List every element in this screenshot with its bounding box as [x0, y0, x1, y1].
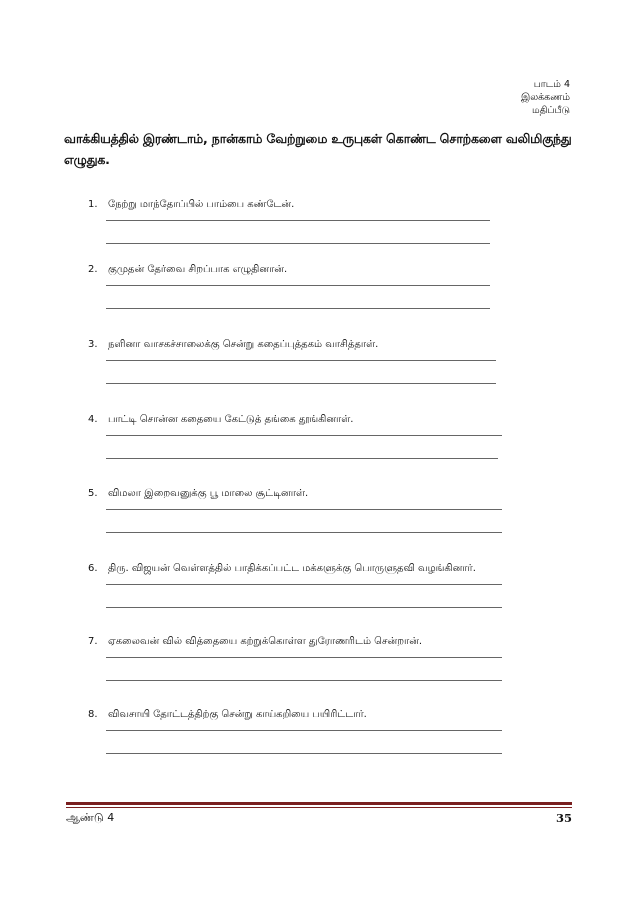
question-text: நளினா வாசகச்சாலைக்கு சென்று கதைப்புத்தகம் வாசித்தாள். — [108, 339, 379, 350]
footer-rule-thin — [66, 807, 572, 808]
question-text: திரு. விஜயன் வெள்ளத்தில் பாதிக்கப்பட்ட மக்களுக்கு பொருளுதவி வழங்கினார். — [108, 563, 476, 574]
question-text: விமலா இறைவனுக்கு பூ மாலை சூட்டினாள். — [108, 488, 309, 499]
question-number: 5. — [88, 488, 98, 499]
question-text: குமுதன் தேர்வை சிறப்பாக எழுதினான். — [108, 264, 288, 275]
answer-line — [106, 458, 498, 459]
answer-line — [106, 730, 502, 731]
question-text: ஏகலைவன் வில் வித்தையை கற்றுக்கொள்ள துரோணரிடம் சென்றான். — [108, 636, 423, 647]
lesson-subject: இலக்கணம் — [520, 92, 570, 103]
question-number: 1. — [88, 199, 98, 210]
answer-line — [106, 607, 502, 608]
question-number: 4. — [88, 414, 98, 425]
answer-line — [106, 435, 502, 436]
lesson-section: மதிப்பீடு — [531, 105, 570, 116]
question-number: 8. — [88, 709, 98, 720]
footer-rule — [66, 802, 572, 805]
question-text: விவசாயி தோட்டத்திற்கு சென்று காய்கறியை பயிரிட்டார். — [108, 709, 367, 720]
answer-line — [106, 584, 502, 585]
question-item — [88, 198, 508, 212]
question-item — [88, 708, 508, 722]
answer-line — [106, 753, 502, 754]
question-item — [88, 338, 508, 352]
answer-line — [106, 220, 490, 221]
question-item — [88, 562, 508, 576]
question-text: பாட்டி சொன்ன கதையை கேட்டுத் தங்கை தூங்கினாள். — [108, 414, 354, 425]
footer-year: ஆண்டு 4 — [66, 811, 115, 824]
question-item — [88, 635, 508, 649]
answer-line — [106, 308, 490, 309]
page-number: 35 — [555, 811, 572, 825]
answer-line — [106, 243, 490, 244]
question-item — [88, 487, 508, 501]
lesson-number: பாடம் 4 — [533, 79, 570, 90]
answer-line — [106, 285, 490, 286]
question-number: 6. — [88, 563, 98, 574]
lesson-header — [521, 78, 570, 117]
answer-line — [106, 657, 502, 658]
instruction-title: வாக்கியத்தில் இரண்டாம், நான்காம் வேற்றுமை உருபுகள் கொண்ட சொற்களை வலிமிகுந்து எழுதுக. — [64, 131, 572, 167]
answer-line — [106, 509, 502, 510]
question-number: 2. — [88, 264, 98, 275]
question-item — [88, 263, 508, 277]
question-number: 7. — [88, 636, 98, 647]
answer-line — [106, 532, 502, 533]
question-text: நேற்று மாந்தோப்பில் பாம்பை கண்டேன். — [108, 199, 295, 210]
question-item — [88, 413, 508, 427]
answer-line — [106, 383, 496, 384]
answer-line — [106, 680, 502, 681]
answer-line — [106, 360, 496, 361]
question-number: 3. — [88, 339, 98, 350]
